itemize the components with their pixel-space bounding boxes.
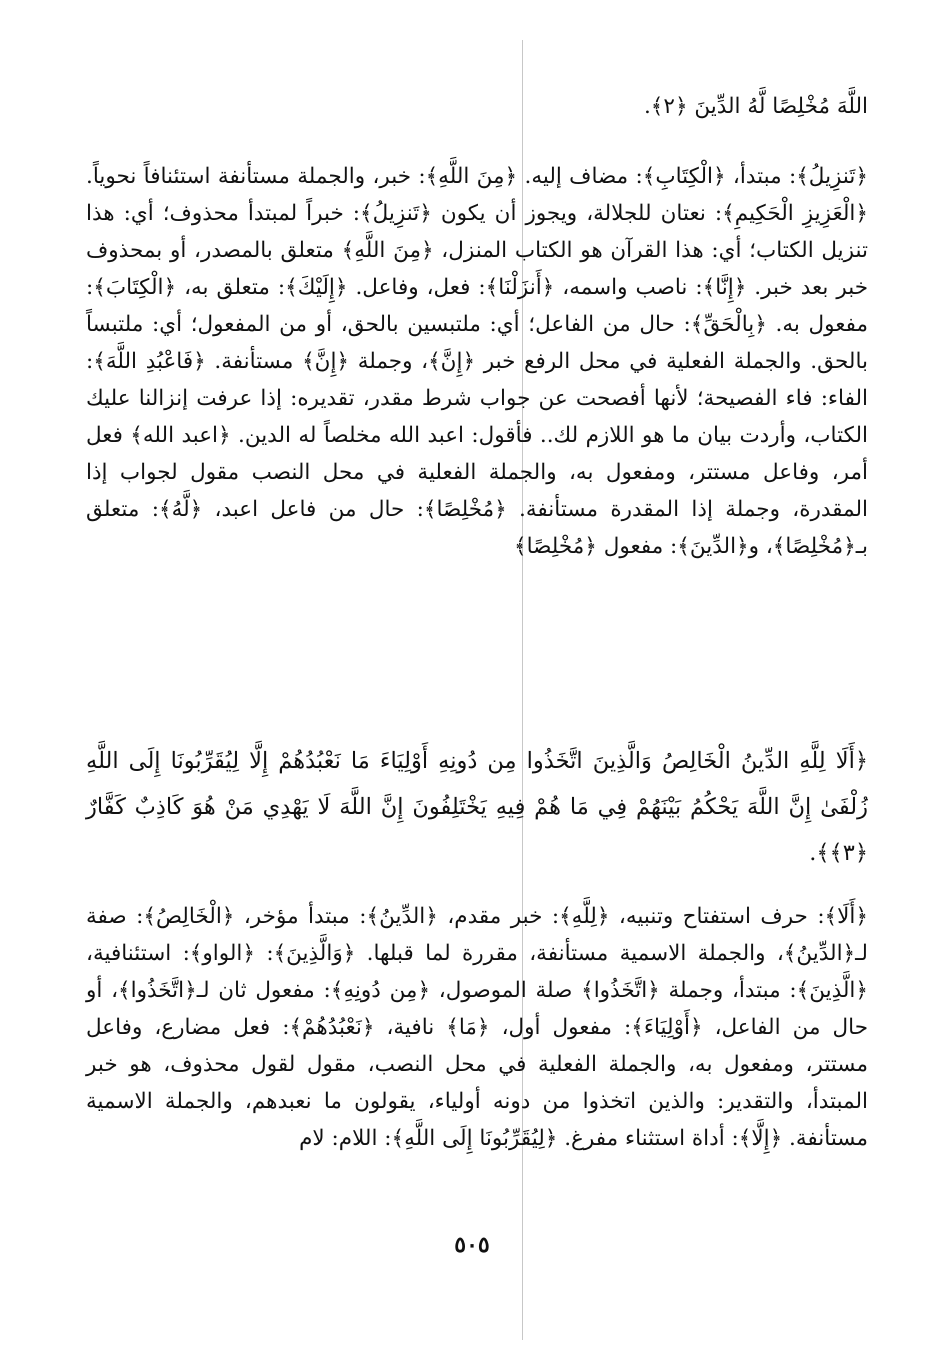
paragraph-1-text: ﴿تَنزِيلُ﴾: مبتدأ، ﴿الْكِتَابِ﴾: مضاف إليه. ﴿مِنَ اللَّهِ﴾: خبر، والجملة مستأنفة استئنافاً نحوياً. ﴿الْعَزِيزِ الْحَكِيمِ﴾: نعتان للجلالة، ويجوز أن يكون ﴿تَنزِيلُ﴾: خبراً لمبتدأ محذوف؛ أي: هذا تنزيل الكتاب؛ أي: هذا القرآن هو الكتاب المنزل، ﴿مِنَ اللَّهِ﴾ متعلق بالمصدر، أو بمحذوف خبر بعد خبر. ﴿إِنَّا﴾: ناصب واسمه، ﴿أَنزَلْنَا﴾: فعل، وفاعل. ﴿إِلَيْكَ﴾: متعلق به، ﴿الْكِتَابَ﴾: مفعول به. ﴿بِالْحَقِّ﴾: حال من الفاعل؛ أي: ملتبسين بالحق، أو من المفعول؛ أي: ملتبساً بالحق. والجملة الفعلية في محل الرفع خبر ﴿إِنَّ﴾، وجملة ﴿إِنَّ﴾ مستأنفة. ﴿فَاعْبُدِ اللَّهَ﴾: الفاء: فاء الفصيحة؛ لأنها أفصحت عن جواب شرط مقدر، تقديره: إذا عرفت إنزالنا عليك الكتاب، وأردت بيان ما هو اللازم لك.. فأقول: اعبد الله مخلصاً له الدين. ﴿اعبد الله﴾ فعل أمر، وفاعل مستتر، ومفعول به، والجملة الفعلية في محل النصب مقول لجواب إذا المقدرة، وجملة إذا المقدرة مستأنفة. ﴿مُخْلِصًا﴾: حال من فاعل اعبد، ﴿لَّهُ﴾: متعلق بـ﴿مُخْلِصًا﴾، و﴿الدِّينَ﴾: مفعول ﴿مُخْلِصًا﴾ (86, 164, 868, 559)
page-number: ٥٠٥ (454, 1232, 490, 1258)
paragraph-2 (86, 898, 868, 1157)
paragraph-2-text: ﴿أَلَا﴾: حرف استفتاح وتنبيه، ﴿لِلَّهِ﴾: خبر مقدم، ﴿الدِّينُ﴾: مبتدأ مؤخر، ﴿الْخَالِصُ﴾: صفة لـ﴿الدِّينُ﴾، والجملة الاسمية مستأنفة، مقررة لما قبلها. ﴿وَالَّذِينَ﴾: ﴿الواو﴾: استئنافية، ﴿الَّذِينَ﴾: مبتدأ، وجملة ﴿اتَّخَذُوا﴾ صلة الموصول، ﴿مِن دُونِهِ﴾: مفعول ثان لـ﴿اتَّخَذُوا﴾، أو حال من الفاعل، ﴿أَوْلِيَاءَ﴾: مفعول أول، ﴿مَا﴾ نافية، ﴿نَعْبُدُهُمْ﴾: فعل مضارع، وفاعل مستتر، ومفعول به، والجملة الفعلية في محل النصب، مقول لقول محذوف، هو خبر المبتدأ، والتقدير: والذين اتخذوا من دونه أولياء، يقولون ما نعبدهم، والجملة الاسمية مستأنفة. ﴿إِلَّا﴾: أداة استثناء مفرغ. ﴿لِيُقَرِّبُونَا إِلَى اللَّهِ﴾: اللام: لام (86, 904, 868, 1151)
top-verse-end (86, 88, 868, 125)
quran-verse-text: ﴿أَلَا لِلَّهِ الدِّينُ الْخَالِصُ وَالَّذِينَ اتَّخَذُوا مِن دُونِهِ أَوْلِيَاءَ مَا نَعْبُدُهُمْ إِلَّا لِيُقَرِّبُونَا إِلَى اللَّهِ زُلْفَىٰ إِنَّ اللَّهَ يَحْكُمُ بَيْنَهُمْ فِي مَا هُمْ فِيهِ يَخْتَلِفُونَ إِنَّ اللَّهَ لَا يَهْدِي مَنْ هُوَ كَاذِبٌ كَفَّارٌ ﴿٣﴾﴾. (86, 748, 868, 866)
paragraph-1 (86, 158, 868, 565)
top-verse-text: اللَّهَ مُخْلِصًا لَّهُ الدِّينَ ﴿٢﴾. (643, 94, 868, 119)
quran-verse (86, 738, 868, 876)
